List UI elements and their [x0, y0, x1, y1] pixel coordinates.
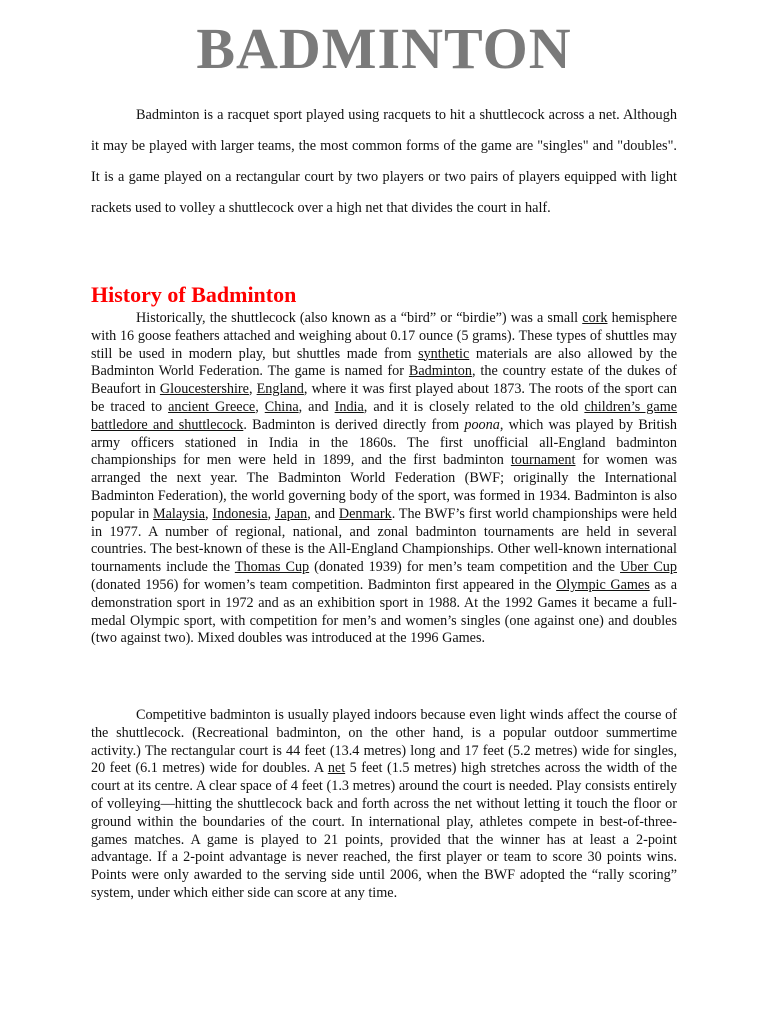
text-run: Competitive badminton is usually played indoors because even light winds affect the course of the shuttlecock. (Recreational badminton, on the other hand, is a popular outdoor summertime activity.) The rectangular court is 44 feet (13.4 metres) long and 17 feet (5.2 metres) wide for singles, 20 feet (6.1 metres) wide for doubles. A [91, 707, 677, 777]
text-run: as a demonstration sport in 1972 and as an exhibition sport in 1988. At the 1992 Games it became a full-medal Olympic sport, with competition for men’s and women’s singles (one against one) and doubles (two against two). Mixed doubles was introduced at the 1996 Games. [91, 576, 678, 647]
text-run: , which was played by British army officers stationed in India in the 1860s. The first unofficial all-England badminton championships for men were held in 1899, and the first badminton [91, 416, 677, 469]
text-run: for women was arranged the next year. The Badminton World Federation (BWF; originally the International Badminton Federation), the world governing body of the sport, was formed in 1934. Badminton is also popular in [91, 452, 677, 522]
link-malaysia[interactable]: Malaysia [153, 505, 206, 522]
history-heading: History of Badminton [91, 282, 297, 307]
link-japan[interactable]: Japan [274, 505, 308, 522]
link-england[interactable]: England [256, 381, 304, 398]
poona-term: poona [464, 416, 500, 433]
history-paragraph [91, 310, 677, 648]
text-run: , where it was first played about 1873. The roots of the sport can be traced to [91, 381, 678, 415]
link-cork[interactable]: cork [582, 310, 608, 326]
play-paragraph [91, 707, 677, 903]
page-title: BADMINTON [196, 16, 572, 81]
link-olympic-games[interactable]: Olympic Games [556, 576, 650, 593]
link-indonesia[interactable]: Indonesia [212, 505, 268, 522]
text-run: , [255, 398, 265, 415]
text-run: , and [298, 398, 335, 415]
text-run: . The BWF’s first world championships were held in 1977. A number of regional, national, and zonal badminton tournaments are held in several countries. The best-known of these is the All-England Championships. Other well-known international tournaments include the [91, 505, 677, 576]
text-run: , and [307, 505, 339, 522]
text-run: , [248, 381, 257, 398]
text-run: Historically, the shuttlecock (also known as a “bird” or “birdie”) was a small [136, 310, 583, 326]
link-thomas-cup[interactable]: Thomas Cup [234, 559, 310, 576]
link-uber-cup[interactable]: Uber Cup [620, 559, 677, 576]
text-run: materials are also allowed by the Badminton World Federation. The game is named for [91, 345, 677, 380]
link-india[interactable]: India [334, 398, 364, 415]
intro-paragraph: Badminton is a racquet sport played using racquets to hit a shuttlecock across a net. Although it may be played with larger teams, the most common forms of the game are "singles" and "doubles". It is a game played on a rectangular court by two players or two pairs of players equipped with light rackets used to volley a shuttlecock over a high net that divides the court in half. [91, 107, 677, 216]
link-china[interactable]: China [264, 398, 299, 415]
link-net[interactable]: net [327, 760, 346, 777]
text-run: , and it is closely related to the old [363, 398, 585, 415]
text-run: (donated 1939) for men’s team competition and the [309, 559, 621, 576]
link-badminton[interactable]: Badminton [408, 363, 472, 380]
link-gloucestershire[interactable]: Gloucestershire [159, 381, 249, 398]
text-run: hemisphere with 16 goose feathers attached and weighing about 0.17 ounce (5 grams). These types of shuttles may still be used in modern play, but shuttles made from [91, 310, 677, 362]
link-battledore-and-shuttlecock[interactable]: battledore and shuttlecock [91, 416, 244, 433]
text-run: 5 feet (1.5 metres) high stretches across the width of the court at its centre. A clear space of 4 feet (1.3 metres) around the court is needed. Play consists entirely of volleying—hitting the shuttlecock back and forth across the net without letting it touch the floor or ground within the boundaries of the court. In international play, athletes compete in best-of-three-games matches. A game is played to 21 points, provided that the winner has at least a 2-point advantage. If a 2-point advantage is never reached, the first player or team to score 30 points wins. Points were only awarded to the serving side until 2006, when the BWF adopted the “rally scoring” system, under which either side can score at any time. [91, 760, 677, 901]
link-ancient-greece[interactable]: ancient Greece [168, 398, 256, 415]
text-run: , [267, 505, 275, 522]
text-run: (donated 1956) for women’s team competition. Badminton first appeared in the [91, 576, 557, 593]
text-run: , the country estate of the dukes of Beaufort in [91, 363, 677, 398]
link-tournament[interactable]: tournament [510, 452, 576, 469]
link-denmark[interactable]: Denmark [338, 505, 392, 522]
text-run: . Badminton is derived directly from [243, 416, 465, 433]
text-run: , [205, 505, 213, 522]
link-synthetic[interactable]: synthetic [418, 345, 470, 362]
link-childrens-game[interactable]: children’s game [584, 398, 678, 415]
